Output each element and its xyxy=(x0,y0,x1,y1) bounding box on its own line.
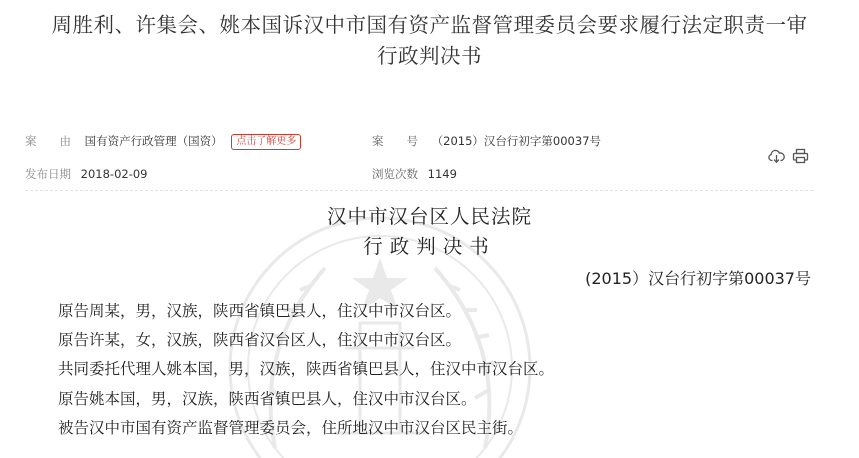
title-line-1: 周胜利、许集会、姚本国诉汉中市国有资产监督管理委员会要求履行法定职责一审 xyxy=(51,13,808,37)
paragraph: 原告许某，女，汉族，陕西省汉台区人，住汉中市汉台区。 xyxy=(58,331,462,350)
court-name: 汉中市汉台区人民法院 xyxy=(326,205,532,228)
header-divider xyxy=(25,190,813,191)
case-number-row xyxy=(372,133,601,149)
publish-date-label: 发布日期 xyxy=(25,167,71,181)
publish-date-row xyxy=(25,166,148,182)
title-line-2: 行政判决书 xyxy=(377,44,482,68)
view-count-row xyxy=(372,166,457,182)
publish-date-value: 2018-02-09 xyxy=(80,167,148,181)
paragraph: 被告汉中市国有资产监督管理委员会，住所地汉中市汉台区民主街。 xyxy=(58,418,524,437)
cause-value: 国有资产行政管理（国资） xyxy=(84,134,223,148)
view-count-label: 浏览次数 xyxy=(372,167,418,181)
more-info-link[interactable]: 点击了解更多 xyxy=(231,134,301,150)
paragraph: 原告姚本国，男，汉族，陕西省镇巴县人，住汉中市汉台区。 xyxy=(58,389,477,408)
view-count-value: 1149 xyxy=(427,167,457,181)
cause-row xyxy=(25,133,301,150)
cause-label: 案 由 xyxy=(25,134,71,148)
paragraph: 原告周某，男，汉族，陕西省镇巴县人，住汉中市汉台区。 xyxy=(58,302,462,320)
document-toolbar xyxy=(768,147,810,165)
page-title xyxy=(0,10,859,72)
case-number-value: （2015）汉台行初字第00037号 xyxy=(431,134,602,148)
download-icon[interactable] xyxy=(768,148,785,164)
paragraph: 共同委托代理人姚本国，男，汉族，陕西省镇巴县人，住汉中市汉台区。 xyxy=(58,360,555,379)
case-number-label: 案 号 xyxy=(372,134,418,148)
document-type: 行政判决书 xyxy=(363,235,496,258)
print-icon[interactable] xyxy=(792,148,809,164)
document-body xyxy=(58,297,818,443)
document-case-number: (2015）汉台行初字第00037号 xyxy=(585,269,811,288)
